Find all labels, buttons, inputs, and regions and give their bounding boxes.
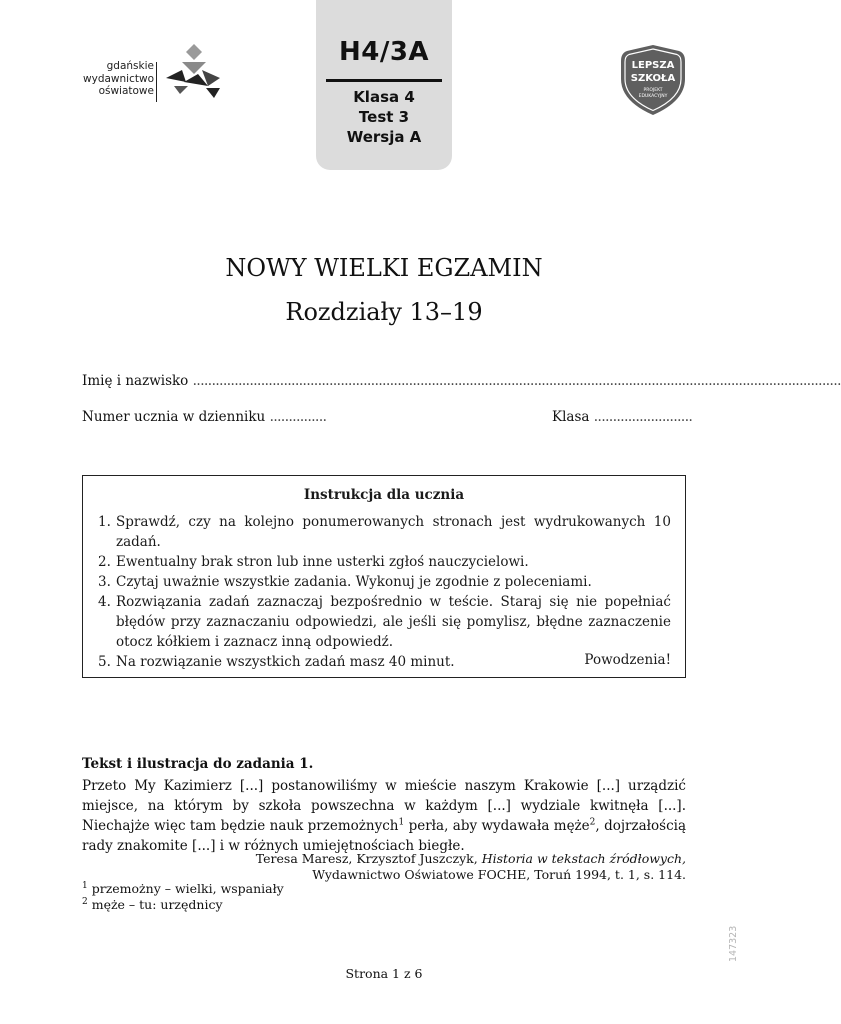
lepsza-szkola-badge-icon [619, 43, 687, 117]
name-dots: ........................................................................................................................................................................... [192, 373, 841, 389]
test-code: H4/3A [338, 37, 430, 67]
badge-line: SZKOŁA [630, 73, 676, 84]
publisher-divider [156, 62, 157, 102]
student-number-field[interactable] [82, 409, 327, 425]
document-id: 147323 [728, 925, 739, 962]
source-citation: Teresa Maresz, Krzysztof Juszczyk, Historia w tekstach źródłowych, [255, 851, 686, 866]
badge-line: LEPSZA [631, 60, 675, 71]
instructions-box [82, 475, 686, 678]
footnote-ref: 1 [398, 817, 405, 828]
student-number-dots: ............... [269, 409, 327, 425]
class-dots: .......................... [593, 409, 693, 425]
publisher-line: gdańskie [106, 60, 154, 72]
test-number: Test 3 [358, 108, 410, 126]
footnote: $^2$ męże – tu: urzędnicy [82, 896, 223, 912]
test-code-tab [316, 0, 452, 170]
publisher-logo [78, 40, 228, 102]
footnote-ref: 2 [589, 817, 596, 828]
name-label: Imię i nazwisko [82, 373, 189, 389]
class-field[interactable] [552, 409, 693, 425]
test-code-rule [326, 79, 442, 82]
name-field[interactable] [82, 373, 841, 389]
student-number-label: Numer ucznia w dzienniku [82, 409, 266, 425]
test-class: Klasa 4 [353, 88, 415, 106]
page-number: Strona 1 z 6 [345, 966, 423, 981]
instruction-item: 3. Czytaj uważnie wszystkie zadania. Wykonuj je zgodnie z poleceniami. [98, 574, 592, 590]
badge-line: EDUKACYJNY [638, 94, 668, 99]
exam-title: NOWY WIELKI EGZAMIN [225, 254, 543, 282]
source-title: Historia w tekstach źródłowych, [481, 851, 686, 866]
instruction-item: 5. Na rozwiązanie wszystkich zadań masz 40 minut. [98, 654, 455, 670]
publisher-name [83, 60, 154, 98]
test-version: Wersja A [346, 128, 422, 146]
publisher-line: wydawnictwo [83, 72, 154, 85]
task-text-body: Przeto My Kazimierz [...] postanowiliśmy w mieście naszym Krakowie [...] urządzić miejsce, na którym by szkoła powszechna w każdym [...] wydziale kwitnęła [...]. Niechajże więc tam będzie nauk przemożnych$^1$ perła, aby wydawała męże$^2$, dojrzałością rady znakomite [...] i w różnych umiejętnościach biegłe. [82, 778, 686, 854]
footnote: $^1$ przemożny – wielki, wspaniały [82, 880, 284, 896]
task-text-heading: Tekst i ilustracja do zadania 1. [82, 756, 314, 772]
source-publisher: Wydawnictwo Oświatowe FOCHE, Toruń 1994, t. 1, s. 114. [312, 867, 686, 882]
instructions-list [98, 512, 671, 672]
tangram-logo-icon [162, 40, 226, 102]
class-label: Klasa [552, 409, 590, 425]
instruction-item: 2. Ewentualny brak stron lub inne usterki zgłoś nauczycielowi. [98, 554, 529, 570]
instruction-item: 1. Sprawdź, czy na kolejno ponumerowanych stronach jest wydrukowanych 10 zadań. [98, 514, 671, 550]
instruction-item: 4. Rozwiązania zadań zaznaczaj bezpośrednio w teście. Staraj się nie popełniać błędów przy zaznaczaniu odpowiedzi, ale jeśli się pomylisz, błędne zaznaczenie otocz kółkiem i zaznacz inną odpowiedź. [98, 594, 671, 650]
instructions-heading: Instrukcja dla ucznia [303, 487, 465, 503]
good-luck-text: Powodzenia! [584, 652, 671, 668]
exam-subtitle: Rozdziały 13–19 [285, 298, 483, 326]
badge-line: PROJEKT [643, 88, 663, 93]
publisher-line: oświatowe [98, 85, 154, 97]
